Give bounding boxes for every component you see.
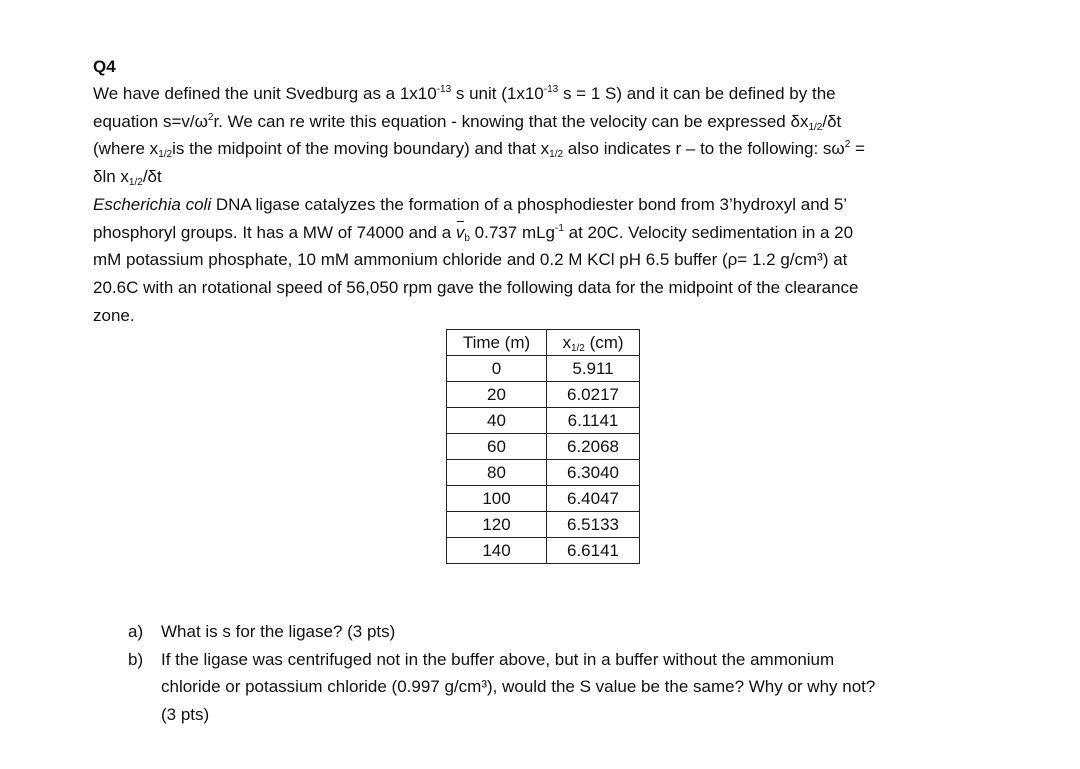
midpoint-cell: 6.1141	[547, 408, 640, 434]
table-row	[447, 356, 640, 382]
question-a-text: What is s for the ligase? (3 pts)	[161, 622, 396, 641]
midpoint-cell: 6.0217	[547, 382, 640, 408]
time-cell: 60	[447, 434, 547, 460]
time-cell: 20	[447, 382, 547, 408]
header-midpoint: $x_{1/2}$ (cm)	[547, 330, 640, 356]
table-row	[447, 382, 640, 408]
time-cell: 40	[447, 408, 547, 434]
ligase-line-4: 20.6C with an rotational speed of 56,050 rpm gave the following data for the midpoint of the clearance	[93, 278, 859, 298]
midpoint-cell: 6.5133	[547, 512, 640, 538]
table-row	[447, 512, 640, 538]
ligase-line-2: phosphoryl groups. It has a MW of 74000 and a $v_b$ 0.737 mLg$^{-1}$ at 20C. Velocity sedimentation in a 20	[93, 219, 1013, 247]
table-row	[447, 486, 640, 512]
midpoint-cell: 6.2068	[547, 434, 640, 460]
question-b-line-2: chloride or potassium chloride (0.997 g/cm³), would the S value be the same? Why or why not?	[161, 677, 876, 696]
question-b-marker: b)	[128, 649, 144, 669]
intro-line-3: (where $x_{1/2}is$ the midpoint of the moving boundary) and that $x_{1/2}$ also indicates r – to the following: $s\omega^2$ =	[93, 139, 865, 161]
intro-line-4: δln $x_{1/2}/\delta t$	[93, 167, 162, 189]
time-cell: 100	[447, 486, 547, 512]
question-heading: Q4	[93, 57, 116, 76]
table-row	[447, 408, 640, 434]
ligase-line-1: Escherichia coli DNA ligase catalyzes the formation of a phosphodiester bond from 3’hydroxyl and 5’	[93, 195, 848, 214]
question-a-marker: a)	[128, 622, 144, 641]
question-b-line-3: (3 pts)	[161, 704, 210, 724]
question-b-line-1: If the ligase was centrifuged not in the buffer above, but in a buffer without the ammonium	[161, 649, 835, 669]
organism-name: Escherichia coli	[93, 195, 212, 214]
ligase-paragraph	[93, 191, 1013, 329]
ligase-line-5: zone.	[93, 305, 135, 325]
ligase-line-3: mM potassium phosphate, 10 mM ammonium chloride and 0.2 M KCl pH 6.5 buffer (ρ= 1.2 g/cm³) at	[93, 250, 848, 270]
header-time: Time (m)	[447, 330, 547, 356]
midpoint-cell: 5.911	[547, 356, 640, 382]
intro-line-2: equation $s=v/\omega^2r$. We can re write this equation - knowing that the velocity can be expressed $\delta x_{1/2}/\delta t$	[93, 111, 842, 133]
intro-line-1: We have defined the unit Svedburg as a $1x10^{-13}$ s unit ($1x10^{-13}$ s = 1 S) and it can be defined by the	[93, 84, 836, 103]
partial-specific-volume-symbol: v	[456, 219, 465, 247]
table-row	[447, 538, 640, 564]
table-row	[447, 434, 640, 460]
table-header-row	[447, 330, 640, 356]
time-cell: 120	[447, 512, 547, 538]
midpoint-cell: 6.4047	[547, 486, 640, 512]
intro-paragraph	[93, 80, 1013, 191]
time-cell: 0	[447, 356, 547, 382]
table-row	[447, 460, 640, 486]
midpoint-cell: 6.3040	[547, 460, 640, 486]
sedimentation-data-table	[446, 329, 640, 564]
time-cell: 80	[447, 460, 547, 486]
time-cell: 140	[447, 538, 547, 564]
midpoint-cell: 6.6141	[547, 538, 640, 564]
